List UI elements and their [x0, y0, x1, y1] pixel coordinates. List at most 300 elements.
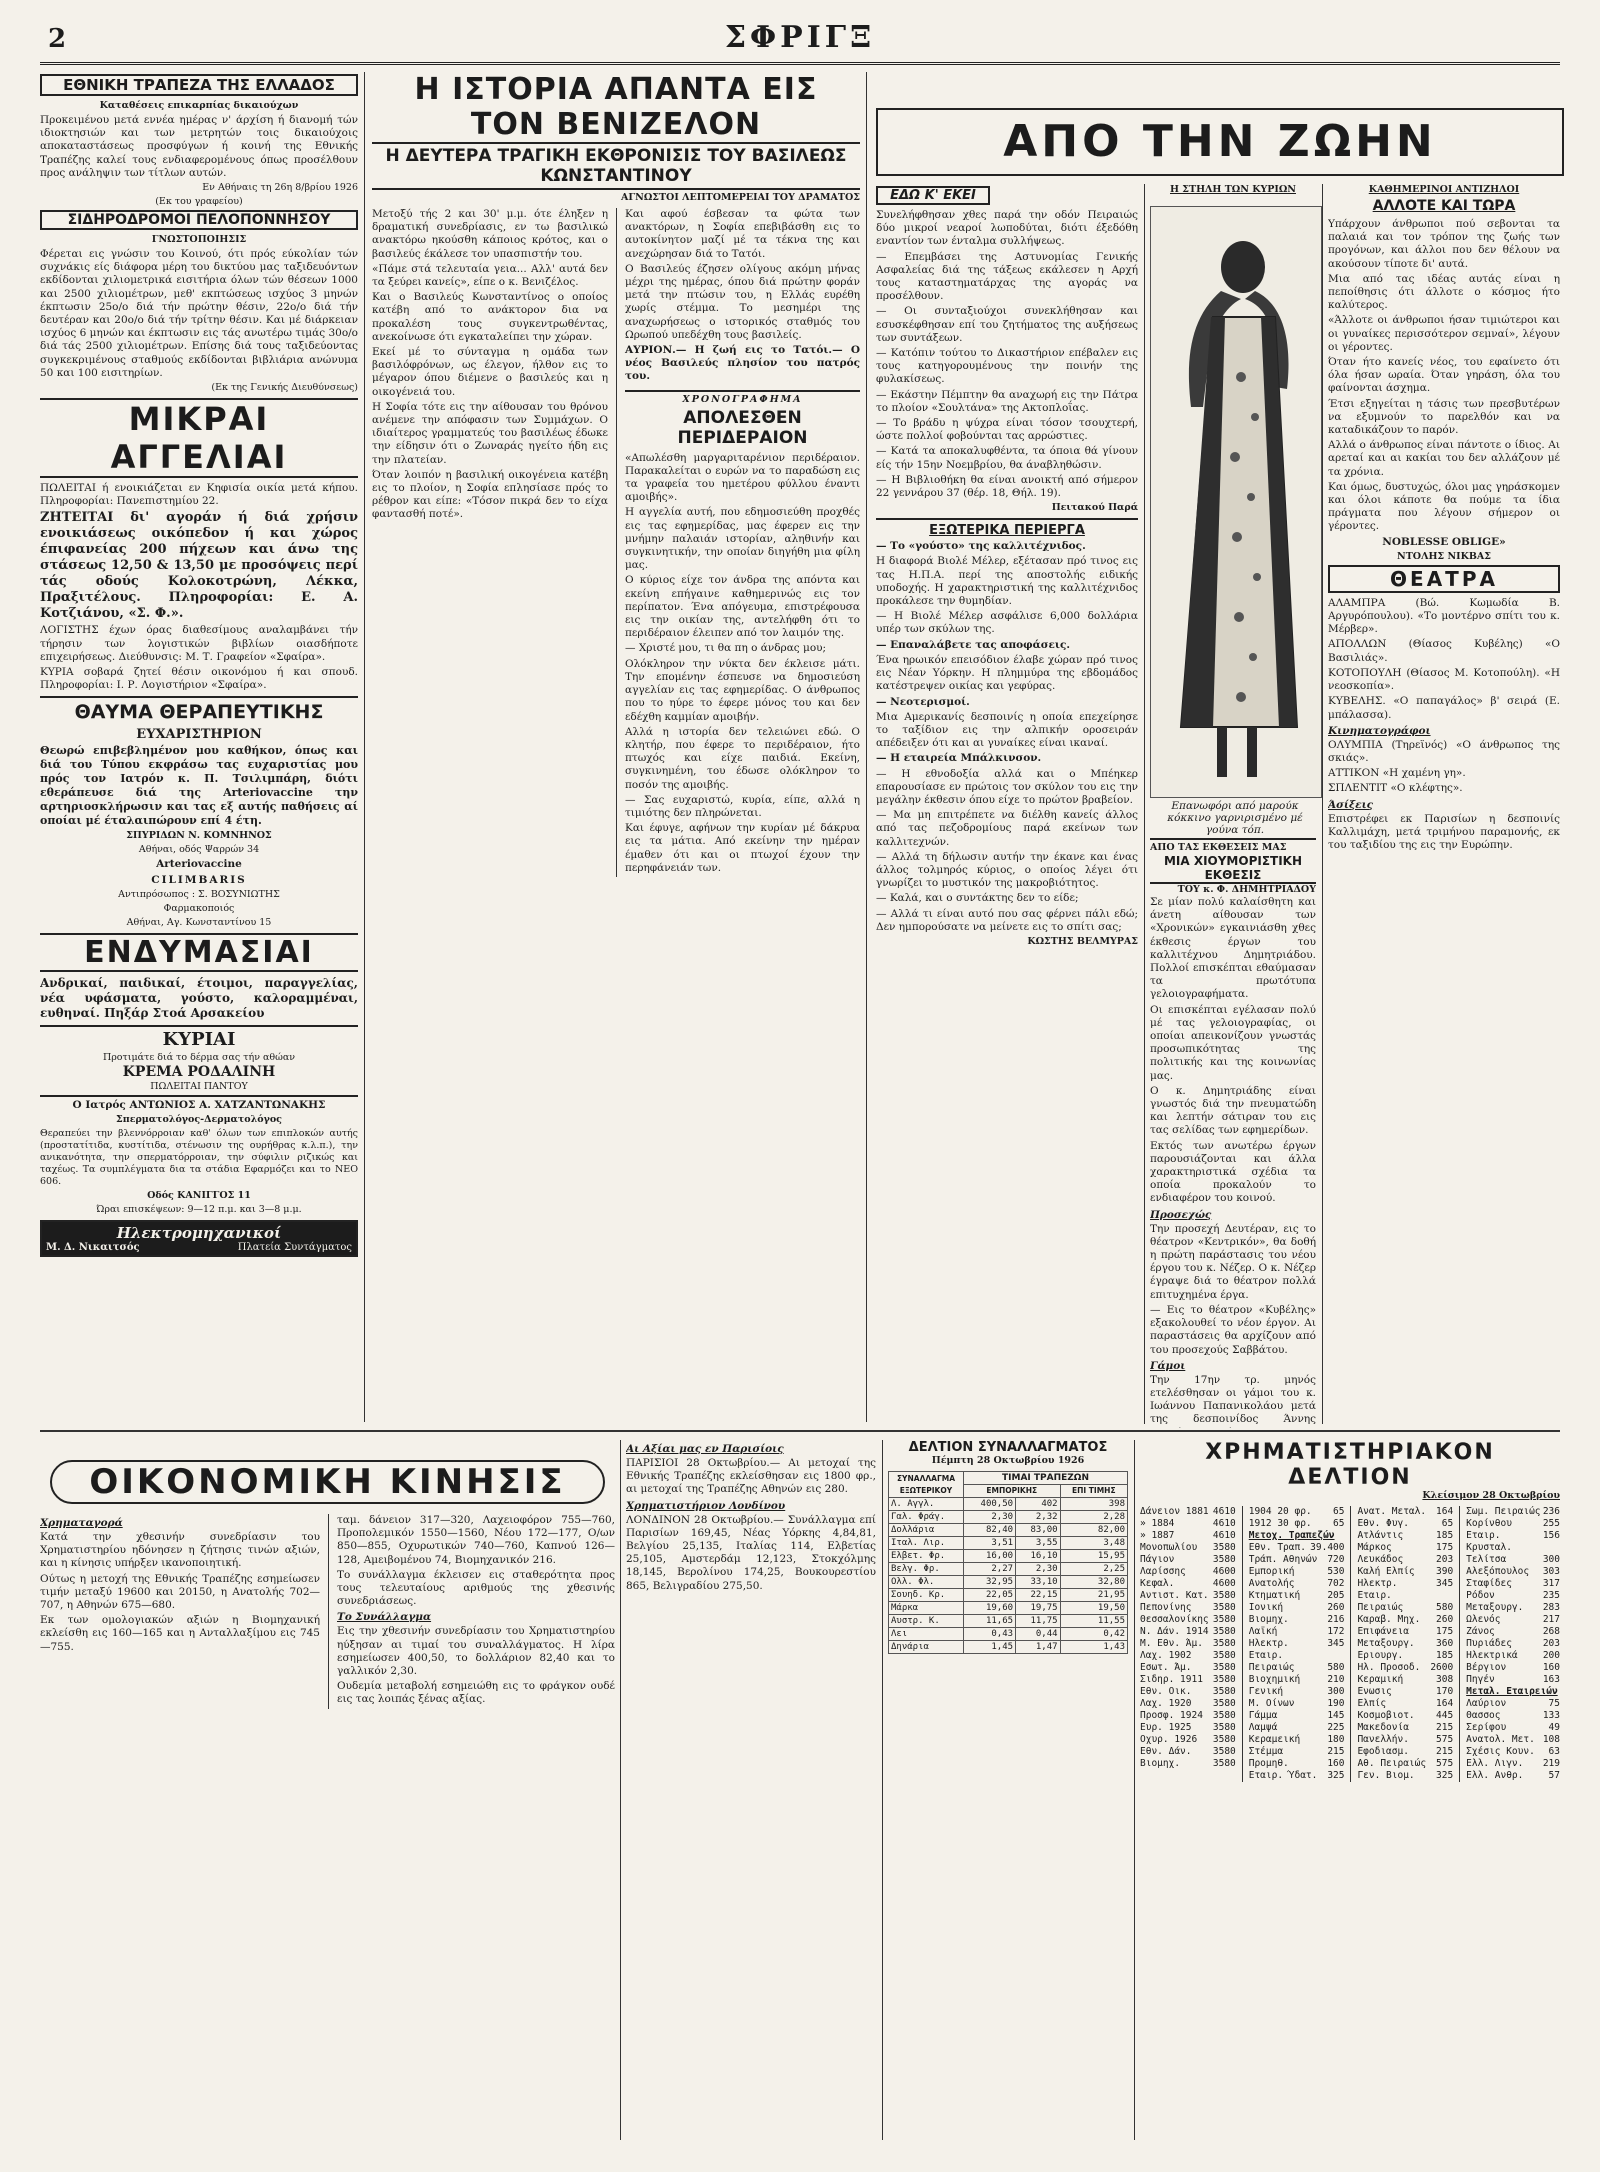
rate-value: 400,50	[964, 1498, 1016, 1511]
security-price: 3580	[1212, 1614, 1236, 1625]
exhibition-paragraph: Ο κ. Δημητριάδης είναι γνωστός διά την πνευματώδη και λεπτήν σάτιραν του εις τας σελίδας των εφημερίδων.	[1150, 1084, 1316, 1137]
security-price: 3580	[1212, 1758, 1236, 1769]
column-rule	[328, 1514, 329, 1709]
security-name: Αλεξόπουλος	[1466, 1566, 1530, 1577]
london-exchange-text: ΛΟΝΔΙΝΟΝ 28 Οκτωβρίου.— Συνάλλαγμα επί Παρισίων 169,45, Νέας Υόρκης 4,84,81, Βελγίου 25,135, Ιταλίας 114, Ελβετίας 25,105, Αμστερδάμ 12,123, Στοκχόλμης 18,145, Βερολίνου 174,25, Βουκουρεστίου 865, Βελιγραδίου 275,50.	[626, 1513, 876, 1592]
currency-name: Σουηδ. Κρ.	[889, 1589, 964, 1602]
feature-column-right	[625, 208, 860, 877]
foreign-curiosities-title: ΕΞΩΤΕΡΙΚΑ ΠΕΡΙΕΡΓΑ	[876, 518, 1138, 538]
chronicle-label: ΧΡΟΝΟΓΡΑΦΗΜΑ	[625, 390, 860, 406]
security-price: 172	[1327, 1626, 1345, 1637]
security-price: 3580	[1212, 1662, 1236, 1673]
curiosity-item: — Το «γούστο» της καλλιτέχνιδος.	[876, 540, 1086, 553]
security-name: Βιομηχ.	[1140, 1758, 1181, 1769]
ladies-ad-text: Προτιμάτε διά το δέρμα σας τήν αθώαν	[102, 1051, 296, 1063]
currency-name: Δηνάρια	[889, 1641, 964, 1654]
security-price: 3580	[1212, 1698, 1236, 1709]
bourse-row	[1466, 1734, 1560, 1746]
section-title: ΑΠΟ ΤΗΝ ΖΩΗΝ	[1003, 116, 1437, 167]
curiosity-item: — Αλλά τη δήλωσιν αυτήν την έκανε και ένας άλλος τολμηρός κύριος, ο οποίος λέγει ότι γνωρίζει το μυστικόν της μακροβιότητος.	[876, 850, 1138, 890]
section-divider	[40, 1430, 1560, 1432]
bourse-row	[1140, 1530, 1236, 1542]
bourse-row	[1466, 1662, 1560, 1674]
bourse-row	[1140, 1614, 1236, 1626]
bourse-bulletin	[1140, 1440, 1560, 2140]
curiosity-signature: ΚΩΣΤΗΣ ΒΕΛΜΥΡΑΣ	[1027, 935, 1138, 947]
exchange-table-row	[889, 1511, 1128, 1524]
security-name: Λαμψά	[1248, 1722, 1278, 1733]
news-item: — Επεμβάσει της Αστυνομίας Γενικής Ασφαλείας διά της τάξεως εκάλεσεν η Αρχή τους καταστηματάρχας της αγοράς να προσέλθουν.	[876, 250, 1138, 303]
security-price: 260	[1436, 1614, 1454, 1625]
security-price: 3580	[1212, 1554, 1236, 1565]
arrivals-label: Άσίξεις	[1328, 798, 1374, 811]
bourse-row	[1249, 1530, 1345, 1542]
bourse-row	[1140, 1746, 1236, 1758]
security-price: 225	[1327, 1722, 1345, 1733]
bourse-row	[1249, 1566, 1345, 1578]
security-price: 3580	[1212, 1686, 1236, 1697]
security-price: 216	[1327, 1614, 1345, 1625]
exchange-table-header: ΣΥΝΑΛΛΑΓΜΑ ΕΞΩΤΕΡΙΚΟΥ	[889, 1472, 964, 1498]
bourse-row	[1140, 1578, 1236, 1590]
security-name: Κεραμεική	[1248, 1734, 1301, 1745]
chronicle-paragraph: Αλλά η ιστορία δεν τελειώνει εδώ. Ο κλητήρ, που έφερε το περιδέραιον, ήτο πτωχός και είχε παιδιά. Εκείνη, συγκινημένη, του έδωσε ολόκληρον το ποσόν της αμοιβής.	[624, 725, 860, 791]
security-name: Σωμ. Πειραιώς	[1466, 1506, 1541, 1517]
bank-notice-signature: Εν Αθήναις τη 26η 8/βρίου 1926	[202, 182, 358, 194]
security-name: Εθν. Οικ.	[1140, 1686, 1192, 1697]
doctor-ad-name: Ο Ιατρός ΑΝΤΩΝΙΟΣ Α. ΧΑΤΖΑΝΤΩΝΑΚΗΣ	[40, 1095, 358, 1112]
exchange-bulletin	[888, 1440, 1128, 2140]
railways-notice-text: Φέρεται εις γνώσιν του Κοινού, ότι πρός εύκολίαν τών συχνάκις είς διάφορα μέρη του δικτύου μας ταξιδευόντων εκδίδονται χιλιομετρικά εισιτήρια όλων τών θέσεων 1000 και 2500 χιλιομέτρων, μεθ' εκπτώσεως ισχύος 3 μηνών έκπτωσιν 25ο/ο διά τήν πρώτην θέσιν, 22ο/ο διά τήν δευτέραν και 20ο/ο διά τήν τρίτην θέσιν. Και μέ διάρκειαν ισχύος 6 μηνών και έκπτωσιν εις τάς ανωτέρω τιμάς 30ο/ο διά τάς 2500 χιλιομέτρων. Επίσης διά τους ταξιδεύοντας συγκεκριμένους σταθμούς εκδίδονται βιβλιάρια ανώνυμα 50 και 100 εισιτηρίων.	[40, 248, 358, 379]
section-title-box	[876, 108, 1564, 176]
security-name: Ωλενός	[1466, 1614, 1501, 1625]
cure-ad-address: Αθήναι, οδός Ψαρρών 34	[138, 844, 260, 856]
bourse-row	[1140, 1734, 1236, 1746]
exchange-table-header: ΕΜΠΟΡΙΚΗΣ	[964, 1485, 1061, 1498]
rate-value: 15,95	[1060, 1550, 1127, 1563]
security-price: 3580	[1212, 1734, 1236, 1745]
upcoming-text: Την προσεχή Δευτέραν, εις το θέατρον «Κεντρικόν», θα δοθή η πρώτη παράστασις του νέου έργου του κ. Νέζερ. Ο κ. Νέζερ έγραψε διά το θέατρον πολλά επιτυχημένα έργα.	[1150, 1222, 1316, 1301]
curiosity-item: Η διαφορά Βιολέ Μέλερ, εξέτασαν πρό τινος εις τας Η.Π.Α. περί της αποστολής ειδικής υποδοχής. Η χαρακτηριστική της καλλιτέχνιδος προκάλεσε την θυμηδίαν.	[876, 555, 1138, 608]
bourse-list	[1466, 1506, 1560, 1782]
security-price: 255	[1542, 1518, 1560, 1529]
rate-value: 402	[1016, 1498, 1061, 1511]
bourse-row	[1466, 1518, 1560, 1530]
cure-ad-agent-address: Αθήναι, Αγ. Κωνσταντίνου 15	[126, 916, 272, 928]
exhibition-author: ΤΟΥ κ. Φ. ΔΗΜΗΤΡΙΑΔΟΥ	[1177, 884, 1316, 895]
rate-value: 2,32	[1016, 1511, 1061, 1524]
rate-value: 0,43	[964, 1628, 1016, 1641]
finance-title: ΟΙΚΟΝΟΜΙΚΗ ΚΙΝΗΣΙΣ	[50, 1460, 605, 1504]
security-name: Μεταξουργ.	[1466, 1602, 1524, 1613]
chronicle-paragraph: Και έφυγε, αφήνων την κυρίαν μέ δάκρυα εις τα μάτια. Από εκείνην την ημέραν έμαθεν ότι και οι πτωχοί έχουν την περηφάνειάν των.	[624, 822, 860, 874]
security-name: Γεν. Βιομ.	[1357, 1770, 1415, 1781]
finance-left	[40, 1440, 615, 2140]
electric-ad-box	[40, 1220, 358, 1257]
security-price: 185	[1436, 1650, 1454, 1661]
paris-values-text: ΠΑΡΙΣΙΟΙ 28 Οκτωβρίου.— Αι μετοχαί της Εθνικής Τραπέζης εκλείσθησαν εις 1800 φρ., αι μετοχαί της Τραπέζης Αθηνών εις 280.	[626, 1457, 876, 1496]
bourse-row	[1140, 1506, 1236, 1518]
finance-column-right	[337, 1514, 615, 1709]
security-price: 325	[1327, 1770, 1345, 1781]
security-name: Ζάνος	[1466, 1626, 1495, 1637]
bourse-row	[1140, 1542, 1236, 1554]
security-price: 203	[1542, 1638, 1560, 1649]
news-signature: Πειτακού Παρά	[1051, 502, 1138, 514]
finance-body	[40, 1514, 615, 1709]
bourse-row	[1357, 1542, 1453, 1554]
bourse-row	[1140, 1554, 1236, 1566]
bourse-row	[1249, 1758, 1345, 1770]
security-name: Λαχ. 1920	[1140, 1698, 1192, 1709]
bourse-row	[1249, 1602, 1345, 1614]
feature-body	[372, 208, 860, 877]
doctor-ad-specialty: Σπερματολόγος-Δερματολόγος	[116, 1114, 282, 1126]
bourse-row	[1249, 1638, 1345, 1662]
column-rule	[1144, 184, 1145, 1424]
bourse-list	[1249, 1506, 1345, 1782]
money-market-text: ταμ. δάνειον 317—320, Λαχειοφόρον 755—760, Προπολεμικόν 1550—1560, Νέου 172—177, Ο/ων 850—855, Οχυρωτικών 740—760, Καπνού 126—128, Αμειβομένου 74, Βιομηχανικόν 216.	[337, 1514, 615, 1566]
bourse-row	[1466, 1626, 1560, 1638]
rate-value: 2,30	[964, 1511, 1016, 1524]
security-name: Γάμμα	[1248, 1710, 1278, 1721]
security-name: Εταιρ. Ύδατ.	[1248, 1770, 1318, 1781]
exchange-table-row	[889, 1628, 1128, 1641]
electric-ad-note: Πλατεία Συντάγματος	[237, 1242, 352, 1254]
feature-tagline: ΑΓΝΩΣΤΟΙ ΛΕΠΤΟΜΕΡΕΙΑΙ ΤΟΥ ΔΡΑΜΑΤΟΣ	[621, 192, 860, 203]
security-price: 580	[1436, 1602, 1454, 1613]
exchange-table	[888, 1471, 1128, 1654]
upcoming-label: Προσεχώς	[1150, 1208, 1212, 1221]
security-name: Ανατολής	[1248, 1578, 1295, 1589]
bourse-row	[1466, 1590, 1560, 1602]
security-price: 3580	[1212, 1746, 1236, 1757]
bourse-row	[1466, 1506, 1560, 1518]
rivals-kicker: ΚΑΘΗΜΕΡΙΝΟΙ ΑΝΤΙΖΗΛΟΙ	[1368, 184, 1520, 195]
security-name: Προσφ. 1924	[1140, 1710, 1203, 1721]
exchange-table-row	[889, 1498, 1128, 1511]
security-price: 164	[1436, 1506, 1454, 1517]
rate-value: 3,51	[964, 1537, 1016, 1550]
bourse-row	[1140, 1590, 1236, 1602]
curiosity-item: — Η εταιρεία Μπάλκινσον.	[876, 752, 1042, 765]
rate-value: 32,80	[1060, 1576, 1127, 1589]
curiosity-item: — Η εθνοδοξία αλλά και ο Μπέηκερ επαρουσίασε εν πρώτοις τον σκύλον του εις την μεγάλην έκθεσιν όπου είχε το πρώτον βραβείον.	[876, 767, 1138, 806]
theatre-listing: ΚΥΒΕΛΗΣ. «Ο παπαγάλος» β' σειρά (Ε. μπάλασσα).	[1328, 695, 1560, 721]
paris-values-label: Αι Αξίαι μας εν Παρισίοις	[626, 1443, 784, 1455]
bourse-date: Κλείσιμον 28 Οκτωβρίου	[1422, 1490, 1560, 1501]
security-name: Κορίνθου	[1466, 1518, 1512, 1529]
bourse-row	[1466, 1722, 1560, 1734]
security-price: 210	[1327, 1674, 1345, 1685]
railways-notice-signature: (Εκ της Γενικής Διευθύνσεως)	[211, 382, 358, 394]
rivals-title: ΑΛΛΟΤΕ ΚΑΙ ΤΩΡΑ	[1372, 198, 1516, 214]
security-price: 156	[1542, 1530, 1560, 1541]
security-name: Ατλάντις	[1357, 1530, 1404, 1541]
bourse-row	[1466, 1698, 1560, 1710]
exchange-table-row	[889, 1615, 1128, 1628]
rate-value: 22,15	[1016, 1589, 1061, 1602]
exchange-table-row	[889, 1524, 1128, 1537]
rate-value: 398	[1060, 1498, 1127, 1511]
rate-value: 16,10	[1016, 1550, 1061, 1563]
security-name: » 1887	[1140, 1530, 1175, 1541]
rate-value: 3,48	[1060, 1537, 1127, 1550]
news-item: — Το βράδυ η ψύχρα είναι τόσον τσουχτερή, ώστε πολλοί φοβούνται τας αρρώστιες.	[876, 417, 1138, 443]
rate-value: 19,60	[964, 1602, 1016, 1615]
curiosity-item: — Νεοτερισμοί.	[876, 695, 970, 708]
security-price: 63	[1548, 1746, 1560, 1757]
security-price: 160	[1327, 1758, 1345, 1769]
currency-name: Λ. Αγγλ.	[889, 1498, 964, 1511]
curiosity-item: Μια Αμερικανίς δεσποινίς η οποία επεχείρησε το ταξίδιον εις την αλπικήν οροσειράν απέδειξεν ότι και αι γυναίκες είναι ικαναί.	[876, 710, 1138, 750]
bourse-row	[1466, 1770, 1560, 1782]
security-price: 4610	[1212, 1506, 1236, 1517]
security-price: 175	[1436, 1542, 1454, 1553]
exhibition-block	[1150, 838, 1316, 1428]
security-price: 235	[1542, 1590, 1560, 1601]
security-name: Ανατολ. Μετ.	[1466, 1734, 1535, 1745]
security-name: Εθν. Φυγ.	[1357, 1518, 1409, 1529]
bourse-row	[1466, 1578, 1560, 1590]
security-price: 4610	[1212, 1530, 1236, 1541]
security-name: Εθν. Τραπ.	[1248, 1542, 1306, 1553]
bourse-row	[1249, 1734, 1345, 1746]
bourse-row	[1357, 1758, 1453, 1770]
cure-ad-product: Arteriovaccine	[156, 858, 242, 871]
security-name: Αθ. Πειραιώς	[1357, 1758, 1427, 1769]
security-name: Εφοδιασμ.	[1357, 1746, 1409, 1757]
currency-name: Γαλ. Φράγ.	[889, 1511, 964, 1524]
bourse-row	[1466, 1650, 1560, 1662]
column-rule	[1350, 1506, 1351, 1782]
rate-value: 11,65	[964, 1615, 1016, 1628]
security-name: Λαρίσσης	[1140, 1566, 1186, 1577]
security-price: 300	[1327, 1686, 1345, 1697]
security-name: Μ. Οίνων	[1248, 1698, 1295, 1709]
doctor-ad-address: Οδός ΚΑΝΙΓΓΟΣ 11	[147, 1190, 251, 1202]
security-name: Θεσσαλονίκης	[1140, 1614, 1209, 1625]
rate-value: 11,55	[1060, 1615, 1127, 1628]
finance-middle	[626, 1440, 876, 2140]
bourse-row	[1466, 1614, 1560, 1626]
security-price: 75	[1548, 1698, 1560, 1709]
exchange-text: Ουδεμία μεταβολή εσημειώθη εις το φράγκον ουδέ εις τας λοιπάς ξένας αξίας.	[337, 1680, 615, 1706]
security-price: 180	[1327, 1734, 1345, 1745]
rivals-sign-motto: NOBLESSE OBLIGE»	[1382, 535, 1506, 548]
currency-name: Ολλ. Φλ.	[889, 1576, 964, 1589]
column-rule	[866, 72, 867, 1422]
curiosity-item: — Μα μη επιτρέπετε να διέλθη κανείς άλλος από τας πεζοδρομίους παρά εκείνων των καλλιτεχνών.	[876, 809, 1138, 848]
security-name: Ελλ. Λιγν.	[1466, 1758, 1524, 1769]
bourse-row	[1140, 1650, 1236, 1662]
money-market-text: Κατά την χθεσινήν συνεδρίασιν του Χρηματιστηρίου ηδόνησεν η ζήτησις τινών αξιών, και η κίνησις υπήρξεν ικανοποιητική.	[40, 1531, 320, 1570]
clothes-ad-title: ΕΝΔΥΜΑΣΙΑΙ	[40, 933, 358, 972]
column-rule	[620, 1440, 621, 2140]
classified-ad: ΠΩΛΕΙΤΑΙ ή ενοικιάζεται εν Κηφισία οικία μετά κήπου. Πληροφορίαι: Πανεπιστημίου 22.	[40, 482, 358, 508]
bourse-row	[1466, 1746, 1560, 1758]
theatre-listing: ΚΟΤΟΠΟΥΛΗ (Θίασος Μ. Κοτοπούλη). «Η νεοσκοπία».	[1328, 666, 1560, 693]
bourse-row	[1466, 1674, 1560, 1686]
bourse-row	[1357, 1518, 1453, 1530]
column-rule	[1322, 184, 1323, 1424]
currency-name: Βελγ. Φρ.	[889, 1563, 964, 1576]
rivals-paragraph: Μια από τας ιδέας αυτάς είναι η πεποίθησις ότι άλλοτε ο κόσμος ήτο καλύτερος.	[1328, 272, 1560, 312]
security-name: Βιοχημική	[1248, 1674, 1301, 1685]
bourse-row	[1140, 1686, 1236, 1698]
bourse-row	[1249, 1662, 1345, 1674]
feature-paragraph: «Πάμε στά τελευταία γεια... Αλλ' αυτά δεν τα ξεύρει κανείς», είπε ο κ. Βενιζέλος.	[372, 262, 608, 289]
coat-figure-icon	[1151, 207, 1321, 797]
cure-ad-agent-role: Φαρμακοποιός	[163, 902, 235, 914]
bourse-row	[1249, 1626, 1345, 1638]
security-price: 217	[1542, 1614, 1560, 1625]
currency-name: Ελβετ. Φρ.	[889, 1550, 964, 1563]
bourse-list	[1357, 1506, 1453, 1782]
cure-ad-subtitle: ΕΥΧΑΡΙΣΤΗΡΙΟΝ	[136, 727, 262, 743]
doctor-ad-text: Θεραπεύει την βλεννόρροιαν καθ' όλων των επιπλοκών αυτής (προστατίτιδα, κυστίτιδα, στένωσιν της ουρήθρας κ.λ.π.), την ανικανότητα, την σπερματόρροιαν, την σύφιλιν ριζικώς και ταχέως. Τα συμπλέγματα δια τα στάδια Εφαρμόζει και το ΝΕΟ 606.	[40, 1128, 358, 1188]
cinema-listing: ΑΤΤΙΚΟΝ «Η χαμένη γη».	[1328, 767, 1466, 780]
money-market-label: Χρηματαγορά	[40, 1517, 123, 1529]
bourse-row	[1466, 1686, 1560, 1698]
bourse-row	[1357, 1602, 1453, 1614]
security-name: Μεταλ. Εταιρειών	[1466, 1686, 1558, 1697]
exchange-table-header: ΤΙΜΑΙ ΤΡΑΠΕΖΩΝ	[964, 1472, 1128, 1485]
security-price: 205	[1327, 1590, 1345, 1601]
bourse-row	[1357, 1710, 1453, 1722]
security-name: Πυριάδες	[1466, 1638, 1512, 1649]
feature-paragraph: Εκεί μέ το σύνταγμα η ομάδα των βασιλόφρόνων, ως έλεγον, ήλθον εις το μέγαρον όπου διέμενε ο βασιλεύς και η οικογένειά του.	[372, 346, 608, 398]
classified-ad: ΛΟΓΙΣΤΗΣ έχων όρας διαθεσίμους αναλαμβάνει τήν τήρησιν των λογιστικών βιβλίων οιασδήποτε επιχειρήσεως. Διεύθυνσις: Μ. Τ. Γραφείον «Σφαίρα».	[40, 624, 358, 663]
security-name: Δάνειον 1881	[1140, 1506, 1209, 1517]
railways-notice-title: ΣΙΔΗΡΟΔΡΟΜΟΙ ΠΕΛΟΠΟΝΝΗΣΟΥ	[40, 210, 358, 230]
left-column	[40, 72, 358, 1422]
bourse-row	[1466, 1554, 1560, 1566]
currency-name: Ιταλ. Λιρ.	[889, 1537, 964, 1550]
security-name: Ελλ. Ανθρ.	[1466, 1770, 1524, 1781]
security-name: 1912 30 φρ.	[1248, 1518, 1312, 1529]
bourse-row	[1466, 1566, 1560, 1578]
security-name: Μονοπωλίου	[1140, 1542, 1198, 1553]
exhibition-paragraph: Σε μίαν πολύ καλαίσθητη και άνετη αίθουσαν των «Χρονικών» εγκαινιάσθη χθες έκθεσις έργων του καλλιτέχνου Δημητριάδου. Πολλοί επισκέπται εθαύμασαν τα πρωτότυπα γελοιογραφήματα.	[1150, 896, 1316, 1001]
bourse-row	[1249, 1590, 1345, 1602]
bourse-row	[1357, 1662, 1453, 1674]
exchange-bulletin-date: Πέμπτη 28 Οκτωβρίου 1926	[931, 1455, 1085, 1466]
rate-value: 22,05	[964, 1589, 1016, 1602]
bourse-row	[1140, 1662, 1236, 1674]
exchange-table-row	[889, 1641, 1128, 1654]
bank-notice-title: ΕΘΝΙΚΗ ΤΡΑΠΕΖΑ ΤΗΣ ΕΛΛΑΔΟΣ	[40, 74, 358, 96]
security-name: Ευρ. 1925	[1140, 1722, 1192, 1733]
security-price: 65	[1441, 1518, 1454, 1529]
security-name: Αντιστ. Κατ.	[1140, 1590, 1209, 1601]
exchange-text: Εις την χθεσινήν συνεδρίασιν του Χρηματιστηρίου ηύξησαν αι τιμαί του συναλλάγματος. Η λίρα εσημείωσεν 400,50, το δολλάριον 82,40 και το γαλλικόν 2,30.	[337, 1625, 615, 1678]
security-price: 185	[1436, 1530, 1454, 1541]
curiosity-item: — Αλλά τι είναι αυτό που σας φέρνει πάλι εδώ; Δεν ημπορούσατε να μείνετε εις το σπίτι σας;	[876, 907, 1138, 933]
chronicle-paragraph: Η αγγελία αυτή, που εδημοσιεύθη προχθές εις τας εφημερίδας, μας έφερεν εις την μνήμην παλαιάν ιστορίαν, αληθινήν και συγκινητικήν, την οποίαν διηγήθη μια φίλη μας.	[624, 506, 860, 572]
weddings-text: Την 17ην τρ. μηνός ετελέσθησαν οι γάμοι του κ. Ιωάννου Παπανικολάου μετά της δεσποινίδος Άννης	[1150, 1373, 1316, 1426]
feature-paragraph: Ο Βασιλεύς έζησεν ολίγους ακόμη μήνας μέχρι της ημέρας, όπου διά πρώτην φοράν μετά την πτώσιν του, η Ελλάς ευρέθη χωρίς στέμμα. Το μεσημέρι της αναχωρήσεως ο ιστορικός σταθμός του Ωρωπού υπεδέχθη τους βασιλείς.	[624, 262, 860, 341]
security-name: Εσωτ. Άμ.	[1140, 1662, 1192, 1673]
london-exchange-label: Χρηματιστήριον Λονδίνου	[626, 1499, 786, 1512]
security-price: 65	[1333, 1506, 1345, 1517]
bourse-row	[1140, 1518, 1236, 1530]
security-price: 163	[1542, 1674, 1560, 1685]
ladies-ad-title: ΚΥΡΙΑΙ	[40, 1025, 358, 1050]
money-market-text: Ούτως η μετοχή της Εθνικής Τραπέζης εσημείωσεν τιμήν μεταξύ 19600 και 20150, η Ανατολής 702—707, η Αθηνών 675—680.	[40, 1572, 320, 1612]
security-name: Σιδηρ. 1911	[1140, 1674, 1203, 1685]
bourse-row	[1140, 1566, 1236, 1578]
security-price: 145	[1327, 1710, 1345, 1721]
security-name: Ηλ. Προσοδ.	[1357, 1662, 1421, 1673]
column-rule	[364, 72, 365, 1422]
security-price: 303	[1542, 1566, 1560, 1577]
security-price: 308	[1436, 1674, 1454, 1685]
security-name: Ρόδον	[1466, 1590, 1495, 1601]
bourse-row	[1357, 1626, 1453, 1638]
security-price: 702	[1327, 1578, 1345, 1589]
security-name: Προμηθ.	[1248, 1758, 1289, 1769]
feature-paragraph: Και αφού έσβεσαν τα φώτα των ανακτόρων, η Σοφία επεβιβάσθη εις το αυτοκίνητον μαζί μέ τα τέκνα της και ανεχώρησαν διά το Τατόι.	[624, 208, 860, 260]
security-name: Πειραιώς	[1357, 1602, 1404, 1613]
bourse-row	[1466, 1758, 1560, 1770]
exchange-table-row	[889, 1550, 1128, 1563]
rivals-paragraph: «Άλλοτε οι άνθρωποι ήσαν τιμιώτεροι και οι γυναίκες περισσότερον σεμναί», λέγουν οι γέροντες.	[1328, 314, 1560, 353]
security-price: 3580	[1212, 1602, 1236, 1613]
classifieds-title: ΜΙΚΡΑΙ ΑΓΓΕΛΙΑΙ	[40, 398, 358, 478]
railways-notice-subtitle: ΓΝΩΣΤΟΠΟΙΗΣΙΣ	[151, 234, 247, 246]
exchange-table-row	[889, 1563, 1128, 1576]
bourse-row	[1357, 1638, 1453, 1650]
bourse-row	[1140, 1758, 1236, 1770]
arrivals-text: Επιστρέφει εκ Παρισίων η δεσποινίς Καλλιμάχη, μετά τριμήνου παραμονής, εκ του ταξιδίου της εις την Ευρώπην.	[1328, 812, 1560, 851]
bourse-row	[1466, 1530, 1560, 1554]
security-name: Εθν. Δάν.	[1140, 1746, 1192, 1757]
rate-value: 83,00	[1016, 1524, 1061, 1537]
exchange-bulletin-title: ΔΕΛΤΙΟΝ ΣΥΝΑΛΛΑΓΜΑΤΟΣ	[908, 1440, 1108, 1455]
here-and-there-label: ΕΔΩ Κ' ΕΚΕΙ	[876, 186, 990, 205]
upcoming-text: — Εις το θέατρον «Κυβέλης» εξακολουθεί το νέον έργον. Αι παραστάσεις θα αρχίζουν από του προσεχούς Σαββάτου.	[1150, 1303, 1316, 1356]
bourse-row	[1249, 1674, 1345, 1686]
security-price: 530	[1327, 1566, 1345, 1577]
ladies-column-title: Η ΣΤΗΛΗ ΤΩΝ ΚΥΡΙΩΝ	[1170, 184, 1296, 195]
currency-name: Λει	[889, 1628, 964, 1641]
security-price: 3580	[1212, 1590, 1236, 1601]
security-price: 236	[1542, 1506, 1560, 1517]
doctor-ad-hours: Ώραι επισκέψεων: 9—12 π.μ. και 3—8 μ.μ.	[96, 1204, 302, 1216]
centre-feature	[372, 72, 860, 1422]
news-item: — Η Βιβλιοθήκη θα είναι ανοικτή από σήμερον 22 γεννάρου 37 (θέρ. 18, Θήλ. 19).	[876, 473, 1138, 500]
bourse-row	[1357, 1686, 1453, 1698]
weddings-label: Γάμοι	[1150, 1359, 1186, 1372]
security-price: 219	[1542, 1758, 1560, 1769]
security-price: 215	[1436, 1746, 1454, 1757]
rivals-paragraph: Υπάρχουν άνθρωποι πού σεβονται τα παλαιά και τον τρόπον της ζωής των προγόνων, και άλλοι που δεν θέλουν να ακούσουν τίποτε δι' αυτά.	[1328, 218, 1560, 270]
security-price: 3580	[1212, 1650, 1236, 1661]
security-price: 317	[1542, 1578, 1560, 1589]
bourse-row	[1140, 1698, 1236, 1710]
rate-value: 0,44	[1016, 1628, 1061, 1641]
security-name: Κτηματική	[1248, 1590, 1301, 1601]
currency-name: Μάρκα	[889, 1602, 964, 1615]
chronicle-paragraph: Ο κύριος είχε τον άνδρα της απόντα και εκείνη επήγαινε καθημερινώς εις τον περίπατον. Ένα απόγευμα, επιστρέφουσα εις την οικίαν της, αντελήφθη ότι το περιδέραιον έλειπεν από τον λαιμόν της.	[624, 574, 860, 640]
cure-ad-text: Θεωρώ επιβεβλημένον μου καθήκον, όπως και διά του Τύπου εκφράσω τας ευχαριστίας μου πρός τον Ιατρόν κ. Π. Τσιλιμπάρη, διότι εθεράπευσε διά της Arteriovaccine την αρτηριοσκλήρωσιν και τας εξ αυτής παθήσεις αί οποίαι μέ έταλαιπώρουν επί 4 έτη.	[40, 744, 358, 828]
bourse-row	[1466, 1602, 1560, 1614]
security-price: 4600	[1212, 1566, 1236, 1577]
money-market-text: Το συνάλλαγμα έκλεισεν εις σταθερότητα προς τους τελευταίους αριθμούς της χθεσινής συνεδριάσεως.	[337, 1568, 615, 1608]
feature-headline: Η ΙΣΤΟΡΙΑ ΑΠΑΝΤΑ ΕΙΣ ΤΟΝ ΒΕΝΙΖΕΛΟΝ	[414, 72, 818, 142]
security-name: Τράπ. Αθηνών	[1248, 1554, 1318, 1565]
